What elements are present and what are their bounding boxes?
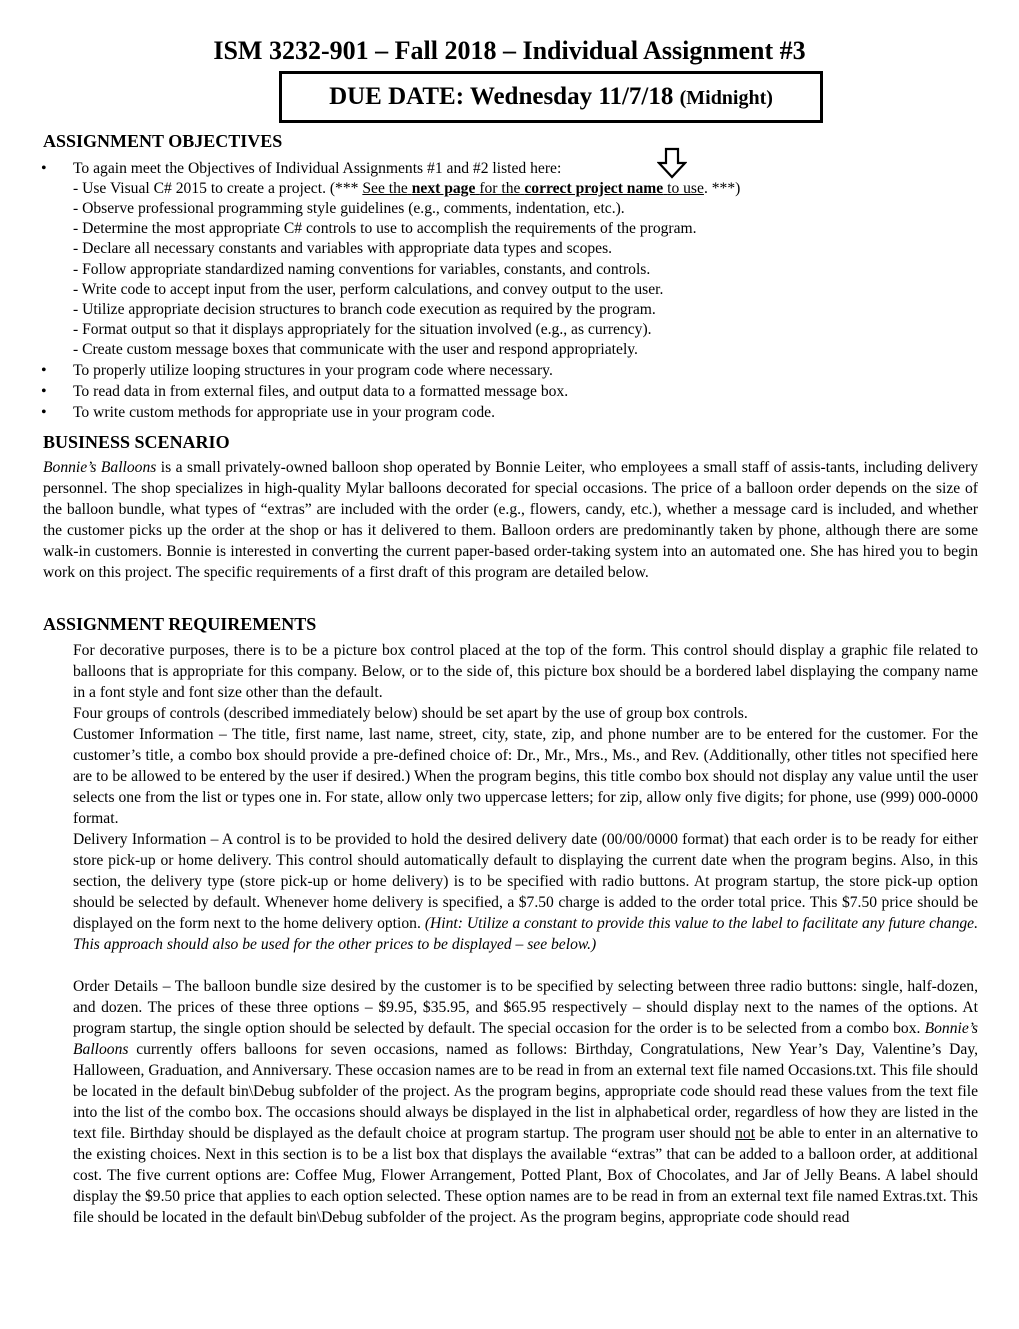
objective-subitem: - Utilize appropriate decision structures to branch code execution as required by the program. — [73, 301, 656, 318]
bullet-icon: • — [41, 383, 47, 400]
bullet-icon: • — [41, 160, 47, 177]
due-date-note: (Midnight) — [679, 87, 773, 109]
requirement-item: Four groups of controls (described immediately below) should be set apart by the use of group box controls. — [73, 705, 748, 722]
objective-bullet: To write custom methods for appropriate use in your program code. — [73, 404, 495, 421]
objective-subitem: - Determine the most appropriate C# controls to use to accomplish the requirements of the program. — [73, 220, 697, 237]
objective-subitem-project: - Use Visual C# 2015 to create a project. (*** See the next page for the correct project name to use. ***) — [73, 180, 741, 197]
objective-subitem: - Write code to accept input from the user, perform calculations, and convey output to the user. — [73, 281, 664, 298]
bullet-icon: • — [41, 362, 47, 379]
objectives-heading: ASSIGNMENT OBJECTIVES — [43, 131, 283, 151]
scenario-heading: BUSINESS SCENARIO — [43, 432, 230, 452]
objective-bullet: To properly utilize looping structures in your program code where necessary. — [73, 362, 553, 379]
objective-subitem: - Create custom message boxes that communicate with the user and respond appropriately. — [73, 341, 638, 358]
bullet-icon: • — [41, 404, 47, 421]
requirements-heading: ASSIGNMENT REQUIREMENTS — [43, 614, 317, 634]
objective-subitem: - Format output so that it displays appropriately for the situation involved (e.g., as currency). — [73, 321, 652, 338]
objective-bullet: To read data in from external files, and output data to a formatted message box. — [73, 383, 569, 400]
scenario-paragraph: Bonnie’s Balloons is a small privately-owned balloon shop operated by Bonnie Leiter, who employees a small staff of assis-tants, including delivery personnel. The shop specializes in high-quality Mylar balloons decorated for special occasions. The price of a balloon order depends on the size of the balloon bundle, what types of “extras” are included with the order (e.g., flowers, candy, etc.), whether a message card is included, and whether the customer picks up the order at the shop or has it delivered to them. Balloon orders are predominantly taken by phone, although there are some walk-in customers. Bonnie is interested in converting the current paper-based order-taking system into an automated one. She has hired you to begin work on this project. The specific requirements of a first draft of this program are detailed below. — [43, 459, 978, 581]
requirement-item: Delivery Information – A control is to be provided to hold the desired delivery date (00/00/0000 format) that each order is to be ready for either store pick-up or home delivery. This control should automatically default to displaying the current date when the program begins. Also, in this section, the delivery type (store pick-up or home delivery) is to be specified with radio buttons. At program startup, the store pick-up option should be selected by default. Whenever home delivery is specified, a $7.50 charge is added to the order total price. This $7.50 price should be displayed on the form next to the home delivery option. (Hint: Utilize a constant to provide this value to the label to facilitate any future change. This approach should also be used for the other prices to be displayed – see below.) — [73, 831, 979, 953]
due-date-text: DUE DATE: Wednesday 11/7/18 — [329, 83, 674, 110]
objectives-intro: To again meet the Objectives of Individual Assignments #1 and #2 listed here: — [73, 160, 562, 177]
objective-subitem: - Declare all necessary constants and variables with appropriate data types and scopes. — [73, 240, 613, 257]
requirement-item: For decorative purposes, there is to be a picture box control placed at the top of the form. This control should display a graphic file related to balloons that is appropriate for this company. Below, or to the side of, this picture box should be a bordered label displaying the company name in a font style and font size other than the default. — [73, 642, 978, 701]
due-date-box — [279, 71, 823, 123]
down-arrow-icon — [657, 147, 687, 179]
objective-subitem: - Follow appropriate standardized naming conventions for variables, constants, and controls. — [73, 261, 651, 278]
requirement-item: Order Details – The balloon bundle size desired by the customer is to be specified by selecting between three radio buttons: single, half-dozen, and dozen. The prices of these three options – $9.95, $35.95, and $65.95 respectively – should display next to the names of the options. At program startup, the single option should be selected by default. The special occasion for the order is to be selected from a combo box. Bonnie’s Balloons currently offers balloons for seven occasions, named as follows: Birthday, Congratulations, New Year’s Day, Valentine’s Day, Halloween, Graduation, and Anniversary. These occasion names are to be read in from an external text file named Occasions.txt. This file should be located in the default bin\Debug subfolder of the project. As the program begins, appropriate code should read these values from the text file into the list of the combo box. The occasions should always be displayed in the list in alphabetical order, regardless of how they are listed in the text file. Birthday should be displayed as the default choice at program startup. The program user should not be able to enter in an alternative to the existing choices. Next in this section is to be a list box that displays the available “extras” that can be added to a balloon order, at additional cost. The five current options are: Coffee Mug, Flower Arrangement, Potted Plant, Box of Chocolates, and Jar of Jelly Beans. A label should display the $9.50 price that applies to each option selected. These option names are to be read in from an external text file named Extras.txt. This file should be located in the default bin\Debug subfolder of the project. As the program begins, appropriate code should read — [73, 978, 978, 1226]
page-title: ISM 3232-901 – Fall 2018 – Individual Assignment #3 — [213, 36, 806, 65]
objective-subitem: - Observe professional programming style guidelines (e.g., comments, indentation, etc.). — [73, 200, 625, 217]
requirement-item: Customer Information – The title, first name, last name, street, city, state, zip, and phone number are to be entered for the customer. For the customer’s title, a combo box should provide a pre-defined choice of: Dr., Mr., Mrs., Ms., and Rev. (Additionally, other titles not specified here are to be allowed to be entered by the user if desired.) When the program begins, this title combo box should not display any value until the user selects one from the list or types one in. For state, allow only two uppercase letters; for zip, allow only five digits; for phone, use (999) 000-0000 format. — [73, 726, 978, 827]
